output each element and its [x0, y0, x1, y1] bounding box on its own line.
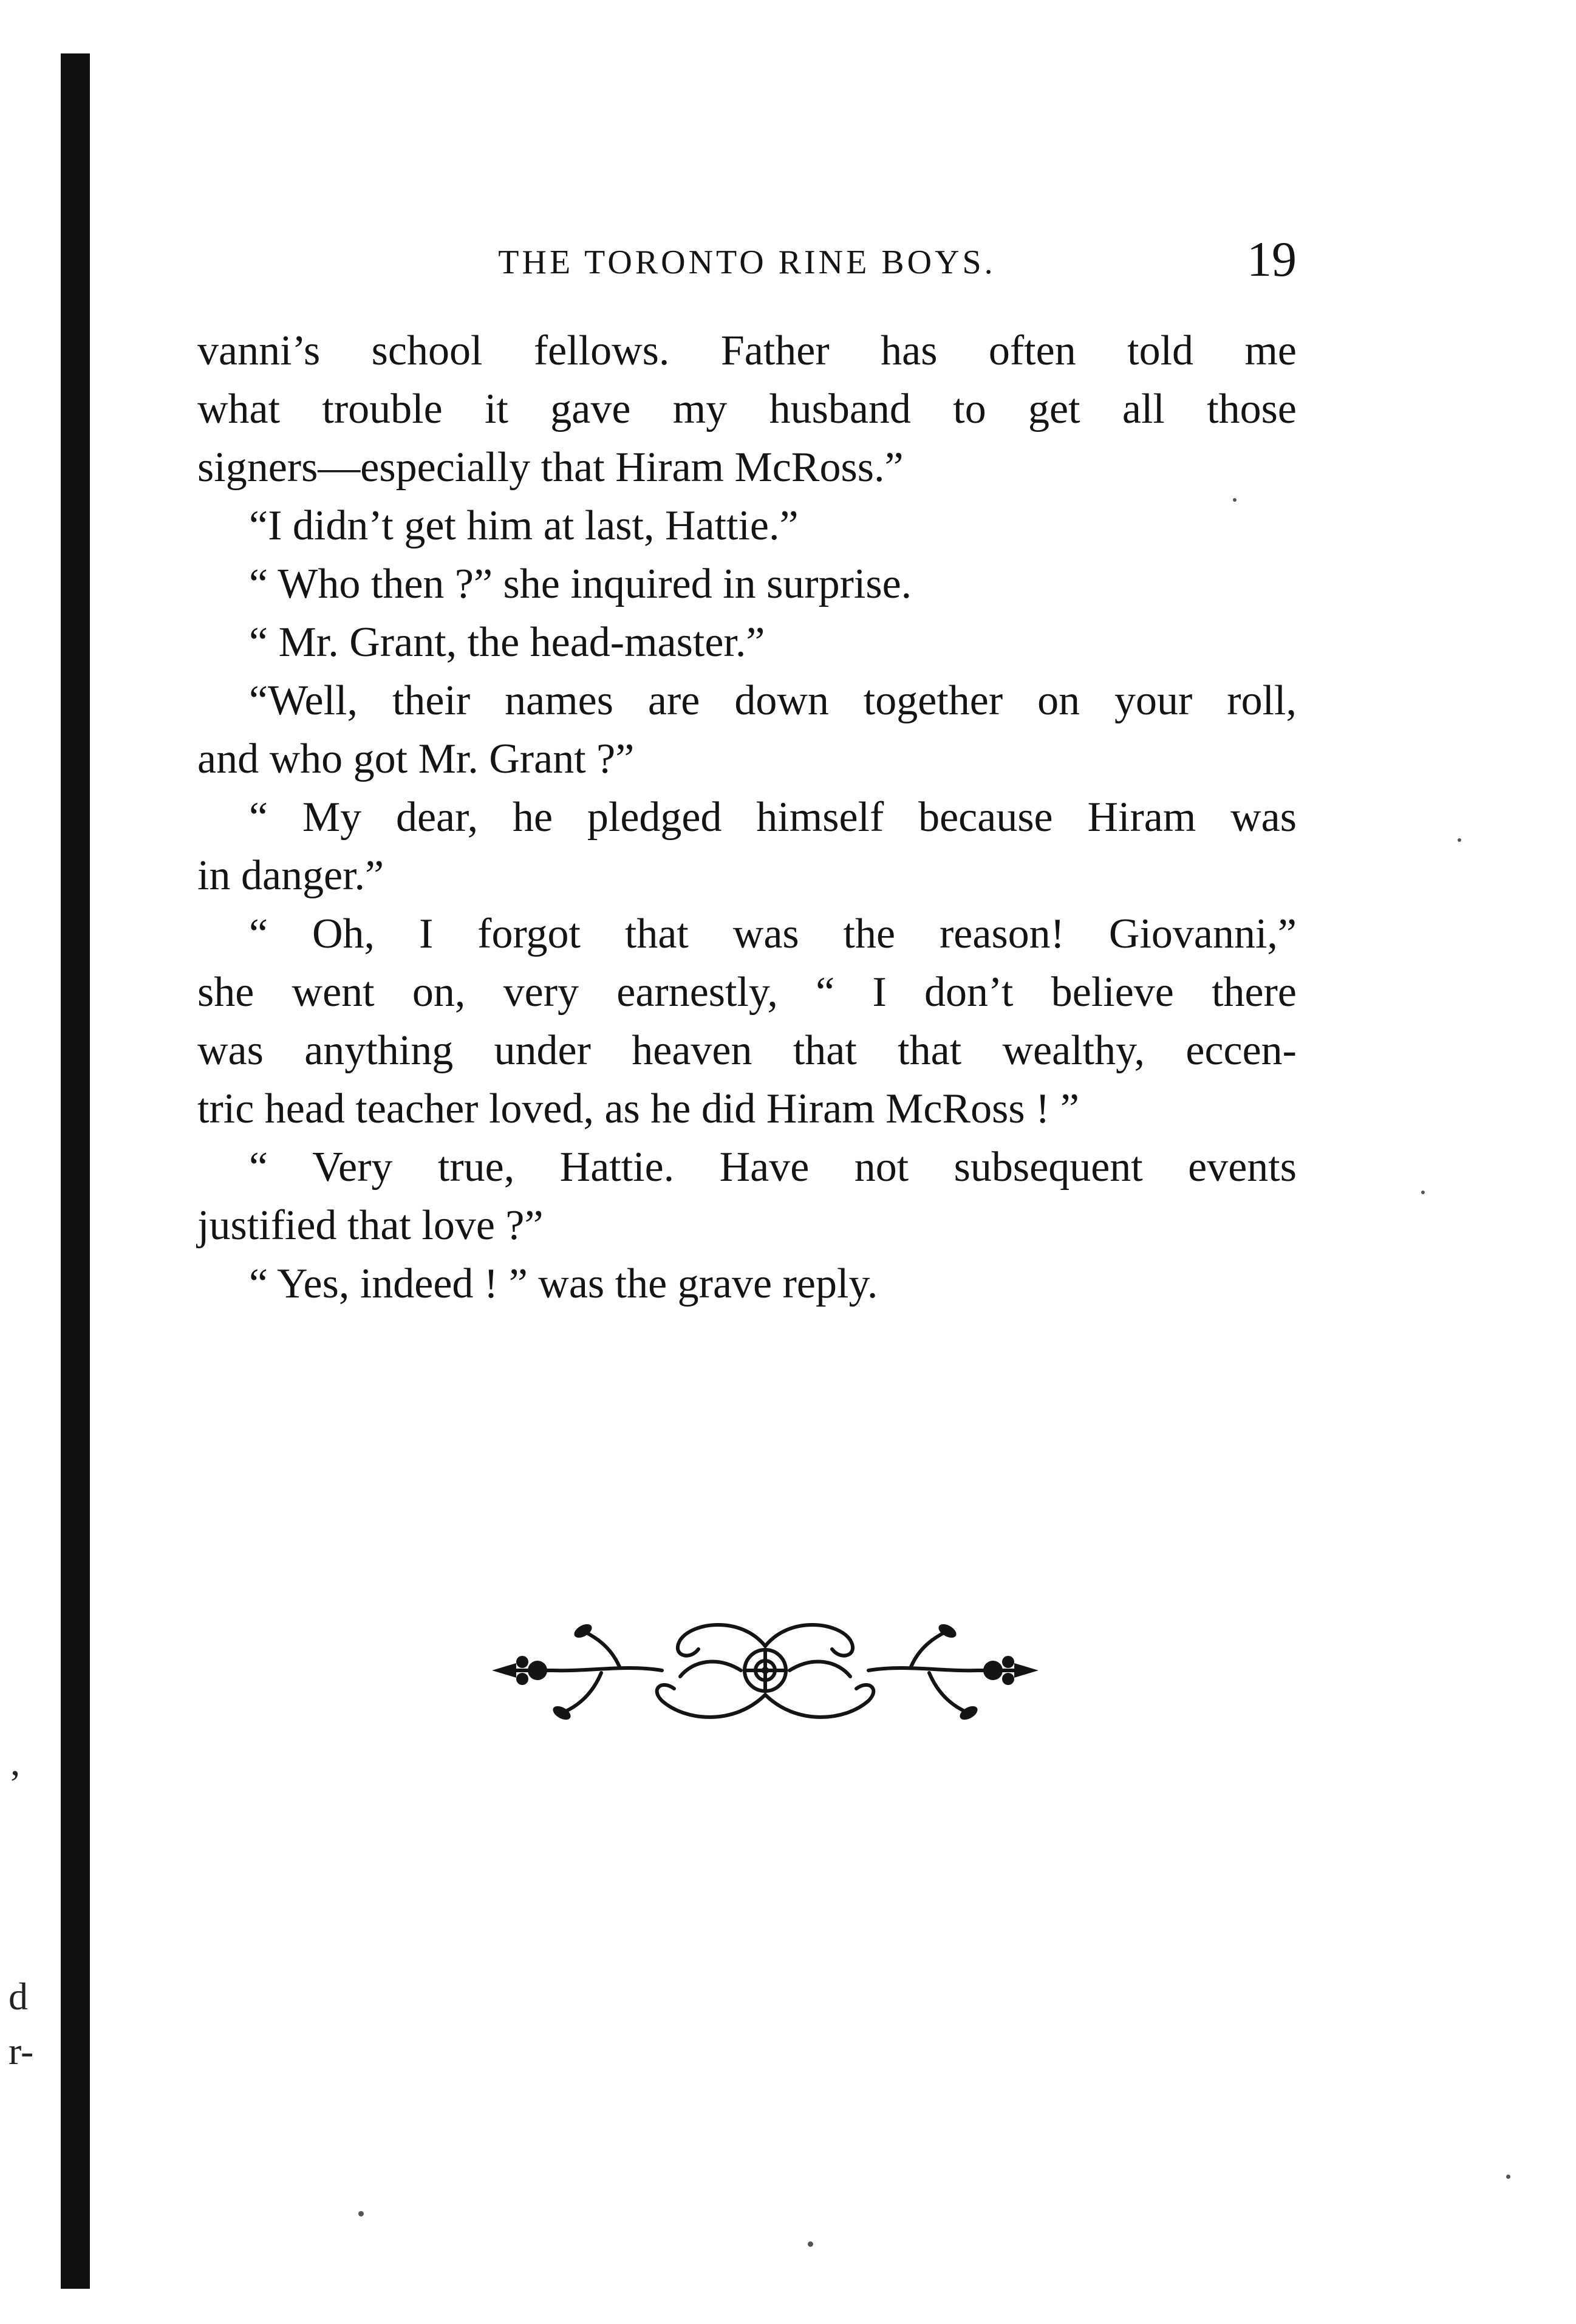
text-line: “ My dear, he pledged himself because Hiram was — [249, 794, 1297, 841]
text-line: and who got Mr. Grant ?” — [197, 736, 635, 782]
ink-speck — [1506, 2175, 1510, 2179]
floral-scroll-ornament-icon — [480, 1604, 1051, 1743]
binding-edge — [61, 53, 90, 2289]
text-line: “I didn’t get him at last, Hattie.” — [249, 502, 799, 549]
text-line: was anything under heaven that that wealthy, eccen- — [197, 1027, 1297, 1074]
text-line: “ Very true, Hattie. Have not subsequent events — [249, 1144, 1297, 1191]
ink-speck — [808, 2241, 813, 2247]
text-line: she went on, very earnestly, “ I don’t believe there — [197, 969, 1297, 1016]
running-head: THE TORONTO RINE BOYS. — [498, 244, 996, 281]
page-header — [197, 231, 1297, 298]
body-text — [197, 322, 1297, 1313]
text-line: what trouble it gave my husband to get all those — [197, 386, 1297, 432]
text-line: “Well, their names are down together on your roll, — [249, 677, 1297, 724]
text-line: “ Oh, I forgot that was the reason! Giovanni,” — [249, 911, 1297, 957]
ink-speck — [1421, 1191, 1425, 1194]
text-line: “ Yes, indeed ! ” was the grave reply. — [249, 1260, 878, 1307]
text-line: tric head teacher loved, as he did Hiram McRoss ! ” — [197, 1085, 1079, 1132]
text-line: signers—especially that Hiram McRoss.” — [197, 444, 904, 491]
margin-fragment: d — [9, 1975, 28, 2018]
margin-fragment: ’ — [9, 1762, 22, 1805]
text-line: in danger.” — [197, 852, 384, 899]
page-number: 19 — [1247, 231, 1297, 287]
margin-fragment: r- — [9, 2029, 34, 2073]
text-line: “ Mr. Grant, the head-master.” — [249, 619, 765, 666]
text-line: justified that love ?” — [197, 1202, 544, 1249]
text-line: “ Who then ?” she inquired in surprise. — [249, 561, 912, 607]
ink-speck — [1233, 498, 1237, 502]
ink-speck — [1458, 838, 1461, 842]
ink-speck — [358, 2211, 364, 2216]
text-line: vanni’s school fellows. Father has often told me — [197, 327, 1297, 374]
